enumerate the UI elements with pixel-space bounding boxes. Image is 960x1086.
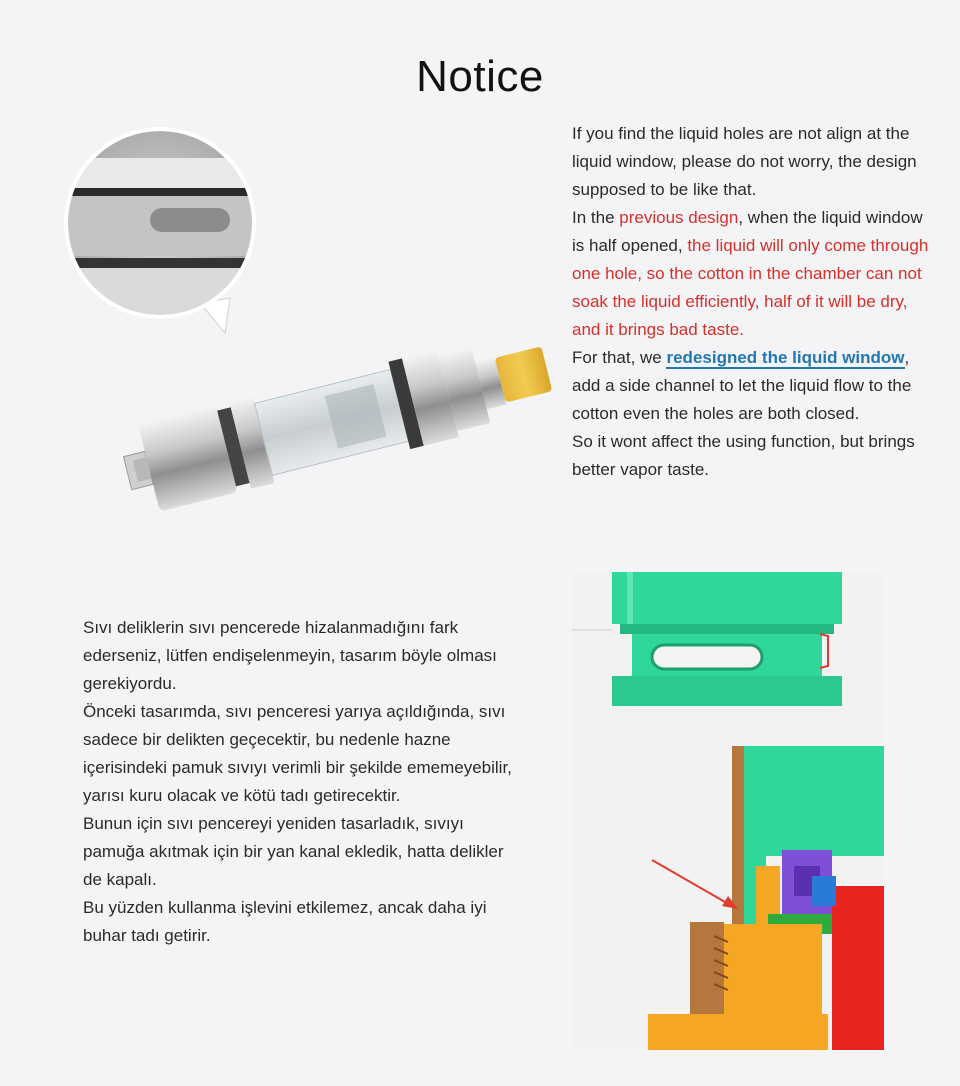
turkish-notice (83, 614, 513, 950)
previous-design-highlight: previous design (619, 208, 739, 227)
page-title: Notice (416, 52, 544, 101)
cad-cross-section-render (572, 746, 884, 1050)
en-paragraph-2 (572, 204, 932, 344)
en-p2-middle: , when the liquid window is half opened, (572, 208, 923, 255)
tr-paragraph-1: Sıvı deliklerin sıvı pencerede hizalanmadığını fark ederseniz, lütfen endişelenmeyin, tasarım böyle olması gerekiyordu. (83, 618, 497, 693)
redesigned-window-link[interactable]: redesigned the liquid window (666, 348, 905, 367)
problem-description-highlight: the liquid will only come through one hole, so the cotton in the chamber can not soak the liquid efficiently, half of it will be dry, and it brings bad taste. (572, 236, 929, 339)
product-image (60, 118, 560, 558)
en-p2-prefix: In the (572, 208, 620, 227)
tr-paragraph-2: Önceki tasarımda, sıvı penceresi yarıya açıldığında, sıvı sadece bir delikten geçecektir, bu nedenle hazne içerisindeki pamuk sıvıyı verimli bir şekilde ememeyebilir, yarısı kuru olacak ve kötü tadı getirecektir. (83, 702, 512, 805)
en-p3-prefix: For that, we (572, 348, 667, 367)
english-notice (572, 120, 932, 484)
en-paragraph-1: If you find the liquid holes are not align at the liquid window, please do not worry, the design supposed to be like that. (572, 124, 917, 199)
en-p3-suffix: , add a side channel to let the liquid flow to the cotton even the holes are both closed. (572, 348, 912, 423)
en-paragraph-4: So it wont affect the using function, but brings better vapor taste. (572, 432, 915, 479)
tr-paragraph-4: Bu yüzden kullanma işlevini etkilemez, ancak daha iyi buhar tadı getirir. (83, 898, 487, 945)
cad-window-render (572, 572, 884, 744)
tr-paragraph-3: Bunun için sıvı pencereyi yeniden tasarladık, sıvıyı pamuğa akıtmak için bir yan kanal ekledik, hatta delikler de kapalı. (83, 814, 504, 889)
en-paragraph-3 (572, 344, 932, 428)
